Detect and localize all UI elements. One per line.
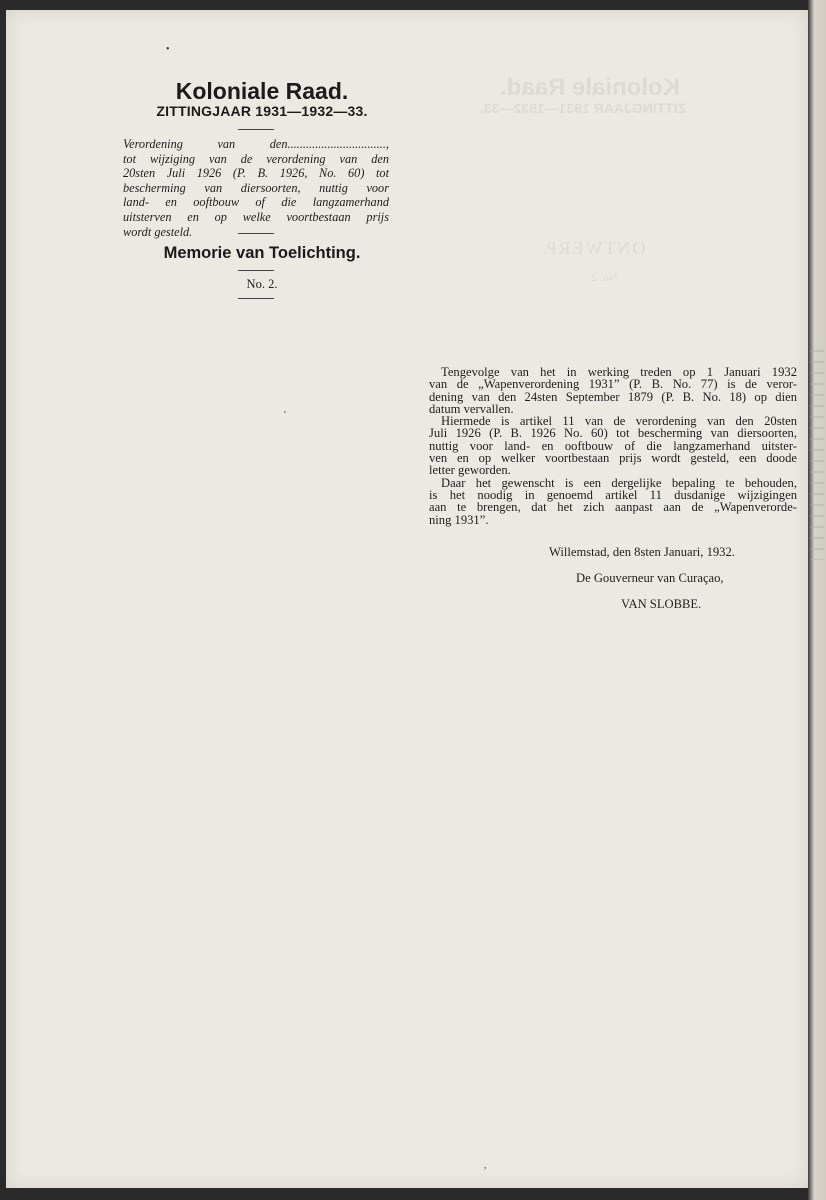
signature-name: VAN SLOBBE.	[621, 597, 702, 611]
divider	[238, 298, 274, 299]
next-page-edge	[808, 0, 826, 1200]
body-line: Tengevolge van het in werking treden op 1 Januari 1932	[441, 365, 797, 379]
signature-place-date: Willemstad, den 8sten Januari, 1932.	[549, 545, 735, 559]
bleed-through-ontwerp: ONTWERP.	[540, 238, 646, 258]
divider	[238, 270, 274, 271]
body-line: datum vervallen.	[429, 401, 514, 416]
divider	[238, 233, 274, 234]
body-line: Juli 1926 (P. B. 1926 No. 60) tot bescherming van diersoorten,	[429, 426, 797, 441]
body-line: van de „Wapenverordening 1931” (P. B. No. 77) is de veror-	[429, 377, 797, 392]
body-line: letter geworden.	[429, 463, 511, 478]
intro-line: tot wijziging van de verordening van den	[123, 151, 389, 166]
council-title: Koloniale Raad.	[175, 78, 349, 104]
intro-line: land- en ooftbouw of die langzamerhand	[123, 195, 389, 210]
bleed-through-session: ZITTINGJAAR 1931—1932—33.	[480, 100, 687, 116]
page-edge-fold	[810, 350, 824, 560]
intro-line: uitsterven en op welke voortbestaan prijs	[123, 209, 389, 224]
signature-role: De Gouverneur van Curaçao,	[576, 571, 724, 585]
body-line: Daar het gewenscht is een dergelijke bepaling te behouden,	[441, 475, 797, 490]
body-line: dening van den 24sten September 1879 (P. B. No. 18) op dien	[429, 389, 797, 404]
session-year: ZITTINGJAAR 1931—1932—33.	[156, 103, 368, 119]
memorie-heading: Memorie van Toelichting.	[163, 244, 361, 262]
intro-line: bescherming van diersoorten, nuttig voor	[123, 180, 389, 195]
intro-line: wordt gesteld.	[123, 224, 193, 239]
divider	[238, 129, 274, 130]
body-line: is het noodig in genoemd artikel 11 dusdanige wijzigingen	[429, 487, 797, 502]
body-line: aan te brengen, dat het zich aanpast aan de „Wapenverorde-	[429, 500, 797, 515]
tick-mark: '	[284, 410, 286, 421]
document-number: No. 2.	[246, 277, 278, 291]
body-line: ning 1931”.	[429, 512, 489, 527]
ordinance-intro	[123, 137, 389, 239]
speck-mark: ,	[484, 1160, 487, 1171]
explanation-text	[429, 366, 797, 526]
body-line: Hiermede is artikel 11 van de verordening van den 20sten	[441, 414, 797, 429]
intro-line: Verordening van den................................,	[123, 137, 389, 151]
body-line: nuttig voor land- en ooftbouw of die langzamerhand uitster-	[429, 438, 797, 453]
bleed-through-number: No. 2.	[588, 270, 618, 284]
bleed-through-title: Koloniale Raad.	[500, 74, 681, 101]
dot-mark: •	[166, 44, 170, 55]
intro-line: 20sten Juli 1926 (P. B. 1926, No. 60) tot	[123, 166, 389, 181]
body-line: ven en op welker voortbestaan prijs wordt gesteld, een doode	[429, 451, 797, 466]
